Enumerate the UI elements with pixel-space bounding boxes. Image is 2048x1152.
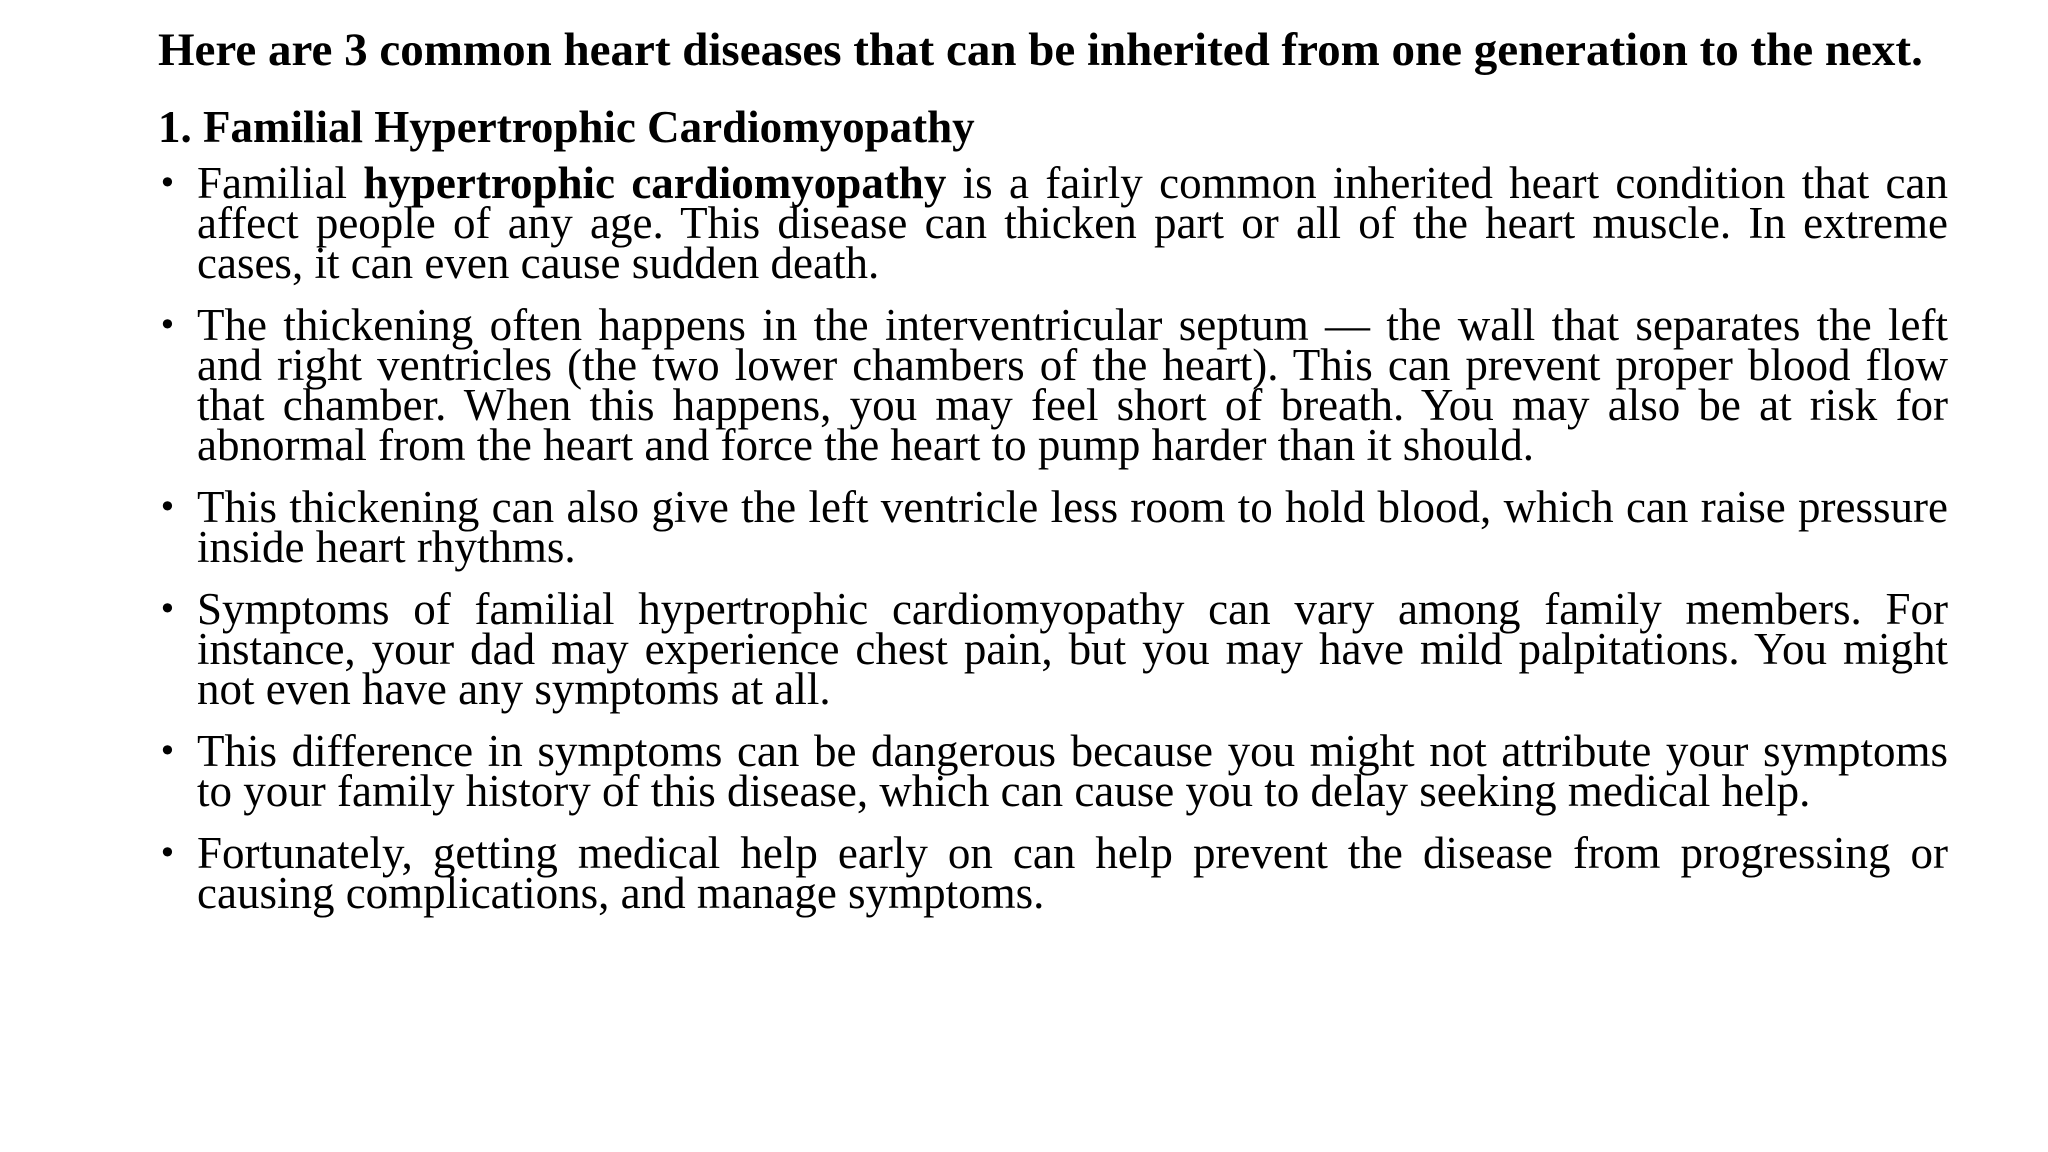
page-title: Here are 3 common heart diseases that can be inherited from one generation to the next.: [158, 24, 1923, 76]
slide-content: [158, 24, 1948, 935]
bullet-list: [158, 158, 1948, 918]
bullet-icon: •: [158, 164, 177, 202]
bullet-text-bold: hypertrophic cardiomyopathy: [363, 158, 947, 208]
bullet-text-after: is a fairly common inherited heart condition that can affect people of any age. This disease can thicken part or all of the heart muscle. In extreme cases, it can even cause sudden death.: [197, 158, 1948, 288]
bullet-item: [158, 158, 1948, 288]
bullet-icon: •: [158, 834, 177, 872]
bullet-item: [158, 300, 1948, 470]
bullet-item: [158, 726, 1948, 816]
bullet-text: Fortunately, getting medical help early on can help prevent the disease from progressing or causing complications, and manage symptoms.: [197, 828, 1948, 918]
bullet-item: [158, 828, 1948, 918]
bullet-item: [158, 584, 1948, 714]
bullet-text-before: Familial: [197, 158, 364, 208]
bullet-text: The thickening often happens in the interventricular septum — the wall that separates the left and right ventricles (the two lower chambers of the heart). This can prevent proper blood flow that chamber. When this happens, you may feel short of breath. You may also be at risk for abnormal from the heart and force the heart to pump harder than it should.: [197, 300, 1948, 470]
bullet-text: This difference in symptoms can be dangerous because you might not attribute your symptoms to your family history of this disease, which can cause you to delay seeking medical help.: [197, 726, 1948, 816]
bullet-item: [158, 482, 1948, 572]
bullet-text: This thickening can also give the left ventricle less room to hold blood, which can raise pressure inside heart rhythms.: [197, 482, 1948, 572]
section-heading: 1. Familial Hypertrophic Cardiomyopathy: [158, 102, 975, 152]
bullet-icon: •: [158, 590, 177, 628]
bullet-icon: •: [158, 732, 177, 770]
bullet-icon: •: [158, 488, 177, 526]
bullet-text: Symptoms of familial hypertrophic cardiomyopathy can vary among family members. For instance, your dad may experience chest pain, but you may have mild palpitations. You might not even have any symptoms at all.: [197, 584, 1948, 714]
bullet-icon: •: [158, 306, 177, 344]
